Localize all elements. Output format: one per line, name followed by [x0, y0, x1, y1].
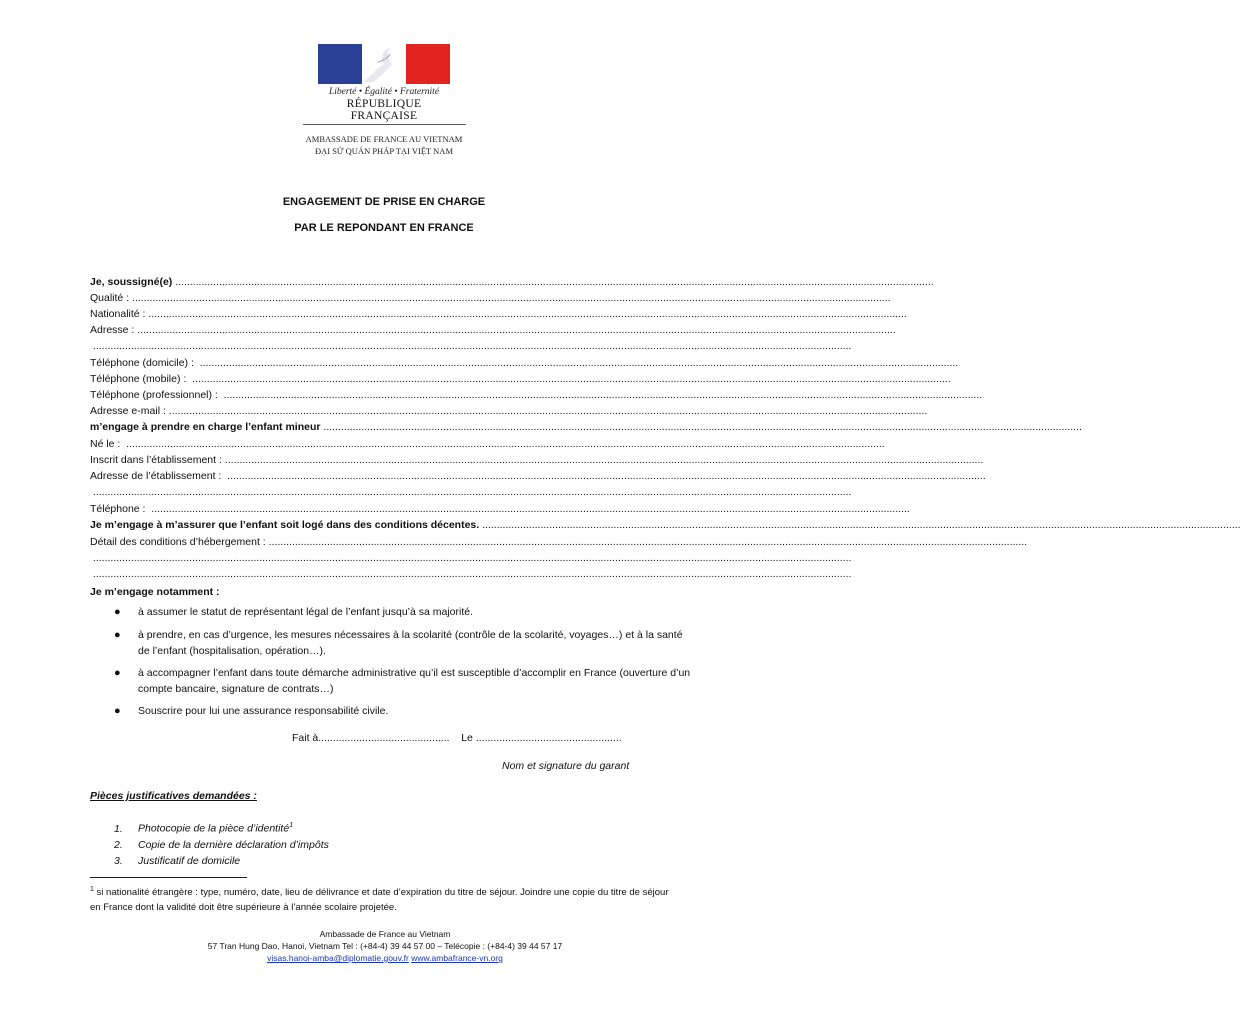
form-field-line[interactable] [90, 387, 983, 403]
fill-in-dots: .................................................................................................................................................................................................................................................................... [129, 292, 891, 304]
place-date-line [292, 732, 652, 744]
marianne-flag-icon [318, 44, 450, 84]
form-field-line[interactable] [90, 501, 910, 517]
fill-in-dots: .................................................................................................................................................................................................................................................................... [90, 486, 852, 498]
field-label: Téléphone (domicile) : [90, 357, 197, 369]
field-label: Adresse de l’établissement : [90, 470, 225, 482]
fill-in-dots: .................................................................................................................................................................................................................................................................... [479, 519, 1241, 531]
form-field-line[interactable] [90, 306, 907, 322]
list-item: 3. Justificatif de domicile [114, 854, 241, 867]
form-field-line[interactable] [90, 371, 951, 387]
field-label: Adresse : [90, 324, 135, 336]
footer-links [150, 952, 620, 964]
list-item: 2. Copie de la dernière déclaration d’impôts [114, 838, 329, 851]
document-title-line1: ENGAGEMENT DE PRISE EN CHARGE [282, 196, 486, 208]
footnote-divider [90, 877, 247, 878]
signature-label: Nom et signature du garant [502, 760, 630, 772]
field-label: Qualité : [90, 292, 130, 304]
fill-in-dots: .................................................................................................................................................................................................................................................................... [320, 421, 1082, 433]
footer [150, 928, 620, 964]
list-item: 1. Photocopie de la pièce d’identité$^1$ [114, 822, 294, 835]
form-field-line[interactable] [90, 550, 852, 566]
footer-embassy: Ambassade de France au Vietnam [319, 929, 451, 939]
field-label: Inscrit dans l’établissement : [90, 454, 222, 466]
bullet-icon: ● [114, 606, 121, 618]
field-label: Je m’engage à m’assurer que l’enfant soit logé dans des conditions décentes. [90, 519, 480, 531]
fill-in-dots: .................................................................................................................................................................................................................................................................... [196, 357, 959, 369]
date-field: Le .................................................. [461, 732, 622, 744]
field-label: m’engage à prendre en charge l’enfant mineur [90, 421, 321, 433]
embassy-name-fr: AMBASSADE DE FRANCE AU VIETNAM [305, 134, 463, 144]
flag-blue-band [318, 44, 362, 84]
field-label: Je, soussigné(e) [90, 276, 173, 288]
fill-in-dots: .................................................................................................................................................................................................................................................................... [145, 308, 907, 320]
flag-red-band [406, 44, 450, 84]
document-title-line2: PAR LE REPONDANT EN FRANCE [294, 222, 474, 234]
fill-in-dots: .................................................................................................................................................................................................................................................................... [134, 324, 896, 336]
field-label: Téléphone (mobile) : [90, 373, 190, 385]
form-field-line[interactable] [90, 355, 959, 371]
form-field-line[interactable] [90, 274, 934, 290]
fill-in-dots: .................................................................................................................................................................................................................................................................... [90, 568, 852, 580]
field-label: Nationalité : [90, 308, 146, 320]
form-field-line[interactable] [90, 419, 1082, 435]
fill-in-dots: .................................................................................................................................................................................................................................................................... [123, 438, 885, 450]
bullet-icon: ● [114, 667, 121, 679]
field-label: Téléphone (professionnel) : [90, 389, 221, 401]
footer-address: 57 Tran Hung Dao, Hanoi, Vietnam Tel : (+84-4) 39 44 57 00 – Telécopie : (+84-4) 39 44 57 17 [207, 941, 563, 951]
fill-in-dots: .................................................................................................................................................................................................................................................................... [172, 276, 934, 288]
fill-in-dots: .................................................................................................................................................................................................................................................................... [221, 454, 984, 466]
fill-in-dots: .................................................................................................................................................................................................................................................................... [90, 340, 852, 352]
embassy-name-vn: ĐẠI SỨ QUÁN PHÁP TẠI VIỆT NAM [314, 146, 454, 156]
field-label: Adresse e-mail : [90, 405, 166, 417]
form-field-line[interactable] [90, 322, 896, 338]
logo-divider [303, 124, 466, 125]
republic-title: RÉPUBLIQUE FRANÇAISE [346, 98, 422, 122]
form-field-line[interactable] [90, 534, 1028, 550]
form-field-line[interactable] [90, 468, 986, 484]
field-label: Téléphone : [90, 503, 149, 515]
fill-in-dots: .................................................................................................................................................................................................................................................................... [148, 503, 910, 515]
form-field-line[interactable] [90, 290, 891, 306]
fill-in-dots: .................................................................................................................................................................................................................................................................... [189, 373, 951, 385]
republic-logo [318, 44, 450, 122]
documents-heading: Pièces justificatives demandées : [90, 790, 257, 802]
form-field-line[interactable] [90, 484, 852, 500]
form-field-line[interactable] [90, 566, 852, 582]
email-link[interactable]: visas.hanoi-amba@diplomatie.gouv.fr [267, 953, 409, 963]
fill-in-dots: .................................................................................................................................................................................................................................................................... [224, 470, 986, 482]
document-page: Liberté • Égalité • Fraternité RÉPUBLIQUE FRANÇAISE AMBASSADE DE FRANCE AU VIETNAM ĐẠI SỨ QUÁN PHÁP TẠI VIỆT NAM ENGAGEMENT DE PRISE EN CHARGE PAR LE REPONDANT EN FRANCE Je, soussigné(e) .................................................................................................................................................................................................................................................................... Qualité : .................................................................................................................................................................................................................................................................... Nationalité : .................................................................................................................................................................................................................................................................... Adresse : .................................................................................................................................................................................................................................................................... .................................................................................................................................................................................................................................................................... Téléphone (domicile) : .................................................................................................................................................................................................................................................................... Téléphone (mobile) : .................................................................................................................................................................................................................................................................... Téléphone (professionnel) : .................................................................................................................................................................................................................................................................... Adresse e-mail : .................................................................................................................................................................................................................................................................... m’engage à prendre en charge l’enfant mineur .................................................................................................................................................................................................................................................................... Né le : .................................................................................................................................................................................................................................................................... Inscrit dans l’établissement : .................................................................................................................................................................................................................................................................... Adresse de l’établissement : .................................................................................................................................................................................................................................................................... .................................................................................................................................................................................................................................................................... Téléphone : .................................................................................................................................................................................................................................................................... Je m’engage à m’assurer que l’enfant soit logé dans des conditions décentes. .................................................................................................................................................................................................................................................................... Détail des conditions d’hébergement : .................................................................................................................................................................................................................................................................... .................................................................................................................................................................................................................................................................... .................................................................................................................................................................................................................................................................... Je m’engage notamment : ● à assumer le statut de représentant légal de l’enfant jusqu’à sa majorité. ● à prendre, en cas d’urgence, les mesures nécessaires à la scolarité (contrôle de la scolarité, voyages…) et à la santé de l’enfant (hospitalisation, opération…). ● à accompagner l’enfant dans toute démarche administrative qu’il est susceptible d’accomplir en France (ouverture d’un compte bancaire, signature de contrats…) ● Souscrire pour lui une assurance responsabilité civile. Fait à............................................. Le .................................................. Nom et signature du garant Pièces justificatives demandées : 1. Photocopie de la pièce d’identité$^1$ 2. Copie de la dernière déclaration d’impôts 3. Justificatif de domicile $^1$ si nationalité étrangère : type, numéro, date, lieu de délivrance et date d’expiration du titre de séjour. Joindre une copie du titre de séjour en France dont la validité doit être supérieure à l’année scolaire projetée. Ambassade de France au Vietnam 57 Tran Hung Dao, Hanoi, Vietnam Tel : (+84-4) 39 44 57 00 – Telécopie : (+84-4) 39 44 57 17 visas.hanoi-amba@diplomatie.gouv.fr www.ambafrance-vn.org [0, 0, 768, 1024]
documents-list [114, 818, 514, 869]
fill-in-dots: .................................................................................................................................................................................................................................................................... [165, 405, 928, 417]
form-field-line[interactable] [90, 436, 885, 452]
fill-in-dots: .................................................................................................................................................................................................................................................................... [265, 536, 1028, 548]
fill-in-dots: .................................................................................................................................................................................................................................................................... [90, 552, 852, 564]
form-field-line[interactable] [90, 452, 984, 468]
place-field: Fait à............................................. [292, 732, 450, 744]
form-field-line[interactable] [90, 338, 852, 354]
bullet-icon: ● [114, 629, 121, 641]
bullet-icon: ● [114, 705, 121, 717]
field-label: Détail des conditions d’hébergement : [90, 536, 266, 548]
form-field-line[interactable] [90, 517, 1241, 533]
engagement-heading: Je m’engage notamment : [90, 586, 220, 598]
motto: Liberté • Égalité • Fraternité [328, 87, 440, 97]
form-field-line[interactable] [90, 403, 928, 419]
field-label: Né le : [90, 438, 124, 450]
footnote: $^1$ si nationalité étrangère : type, numéro, date, lieu de délivrance et date d’expiration du titre de séjour. Joindre une copie du titre de séjour en France dont la validité doit être supérieure à l’année scolaire projetée. [90, 886, 669, 914]
website-link[interactable]: www.ambafrance-vn.org [411, 953, 503, 963]
fill-in-dots: .................................................................................................................................................................................................................................................................... [220, 389, 983, 401]
flag-white-band [362, 44, 406, 84]
